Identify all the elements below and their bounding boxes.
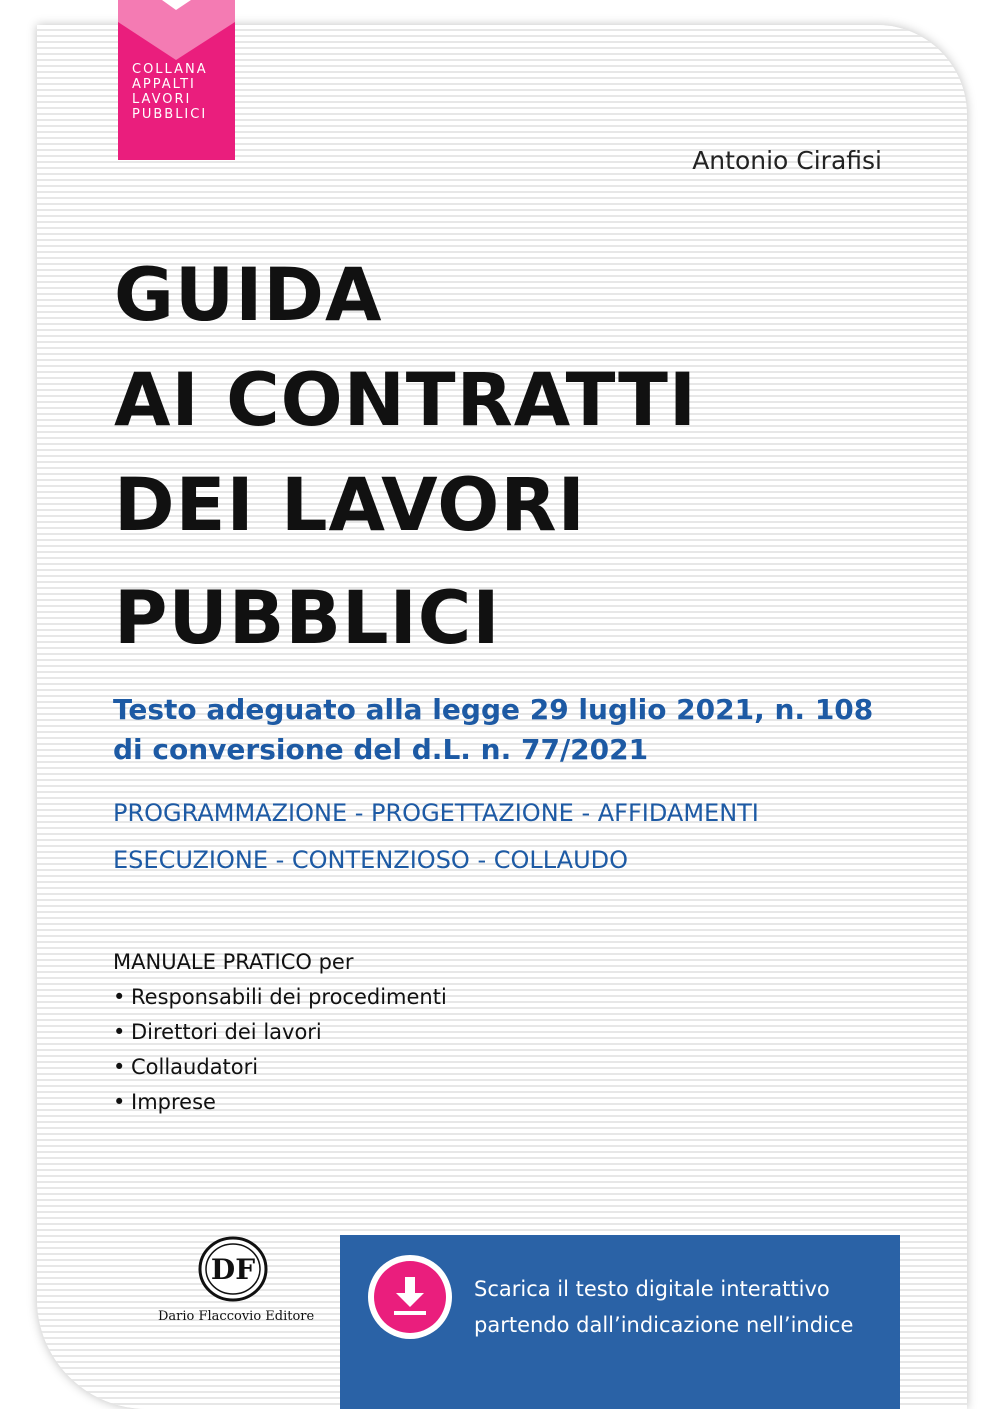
series-line: COLLANA	[132, 62, 208, 77]
subtitle-line: di conversione del d.L. n. 77/2021	[113, 733, 649, 766]
publisher-logo-icon	[195, 1235, 271, 1303]
download-instructions	[474, 1271, 853, 1343]
audience-item	[113, 1050, 447, 1085]
audience-item	[113, 1085, 447, 1120]
book-title	[114, 243, 697, 671]
book-subtitle	[113, 690, 873, 770]
topics-line: PROGRAMMAZIONE - PROGETTAZIONE - AFFIDAMENTI	[113, 799, 759, 827]
series-line: PUBBLICI	[132, 107, 208, 122]
bullet-icon: •	[113, 1020, 126, 1044]
series-name	[132, 62, 208, 122]
bullet-icon: •	[113, 1055, 126, 1079]
topics-line: ESECUZIONE - CONTENZIOSO - COLLAUDO	[113, 846, 629, 874]
title-line: AI CONTRATTI	[114, 358, 698, 443]
bullet-icon: •	[113, 1090, 126, 1114]
series-line: APPALTI	[132, 77, 196, 92]
title-line: GUIDA	[114, 253, 383, 338]
audience-label: Direttori dei lavori	[131, 1020, 322, 1044]
audience-item	[113, 1015, 447, 1050]
manual-audience	[113, 945, 447, 1120]
publisher-logo-letters: DF	[210, 1253, 256, 1286]
title-line: PUBBLICI	[114, 576, 501, 661]
download-line: Scarica il testo digitale interattivo	[474, 1277, 830, 1301]
series-line: LAVORI	[132, 92, 192, 107]
download-icon	[374, 1261, 446, 1333]
publisher-name: Dario Flaccovio Editore	[158, 1309, 315, 1324]
download-button[interactable]	[368, 1255, 452, 1339]
series-ribbon	[118, 0, 235, 160]
audience-label: Collaudatori	[131, 1055, 259, 1079]
audience-label: Responsabili dei procedimenti	[131, 985, 447, 1009]
download-line: partendo dall’indicazione nell’indice	[474, 1313, 854, 1337]
audience-label: Imprese	[131, 1090, 216, 1114]
title-line: DEI LAVORI	[114, 463, 586, 548]
author-name: Antonio Cirafisi	[692, 146, 882, 175]
manual-heading: MANUALE PRATICO per	[113, 950, 354, 974]
audience-item	[113, 980, 447, 1015]
publisher-block	[158, 1235, 315, 1324]
bullet-icon: •	[113, 985, 126, 1009]
subtitle-line: Testo adeguato alla legge 29 luglio 2021, n. 108	[113, 693, 874, 726]
download-badge	[374, 1261, 446, 1333]
topics-list	[113, 790, 759, 884]
chevron-icon	[118, 0, 235, 60]
